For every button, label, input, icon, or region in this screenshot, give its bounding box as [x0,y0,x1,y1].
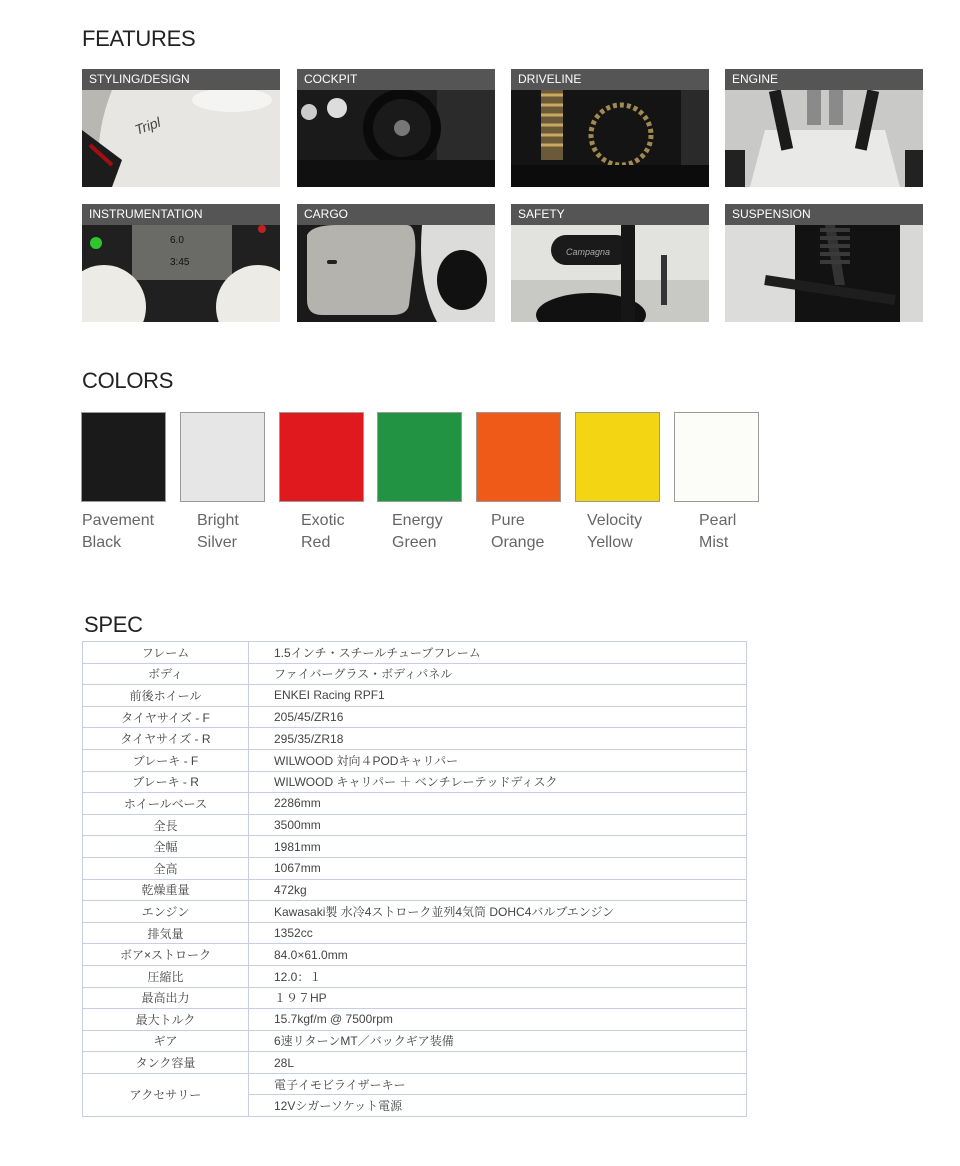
spec-value: 84.0×61.0mm [249,944,747,966]
spec-value: ファイバーグラス・ボディパネル [249,663,747,685]
feature-instrumentation[interactable] [82,204,280,322]
spec-row [83,685,747,707]
spec-key: ホイールベース [83,793,249,815]
svg-text:Tripl: Tripl [132,113,163,138]
spec-key: タンク容量 [83,1052,249,1074]
color-label-exotic-red: Exotic Red [301,512,345,551]
spec-value: 電子イモビライザーキー [249,1073,747,1095]
spec-row [83,922,747,944]
spec-value: Kawasaki製 水冷4ストローク並列4気筒 DOHC4バルブエンジン [249,901,747,923]
swatch-pure-orange[interactable] [476,412,561,502]
spec-key: 全幅 [83,836,249,858]
spec-row [83,793,747,815]
spec-key: アクセサリー [83,1073,249,1116]
spec-key: 全高 [83,857,249,879]
svg-text:6.0: 6.0 [170,235,184,246]
spec-key: ブレーキ - R [83,771,249,793]
spec-value: 1067mm [249,857,747,879]
spec-row [83,663,747,685]
spec-row [83,901,747,923]
spec-value: 12Vシガーソケット電源 [249,1095,747,1117]
feature-suspension[interactable] [725,204,923,322]
spec-key: 排気量 [83,922,249,944]
feature-photo-driveline [511,90,709,187]
spec-heading: SPEC [84,612,143,637]
features-heading: FEATURES [82,26,196,51]
spec-value: 1352cc [249,922,747,944]
spec-key: タイヤサイズ - F [83,706,249,728]
spec-key: エンジン [83,901,249,923]
spec-value: 3500mm [249,814,747,836]
spec-key: 全長 [83,814,249,836]
spec-row [83,836,747,858]
swatch-pavement-black[interactable] [81,412,166,502]
spec-row [83,642,747,664]
swatch-pearl-mist[interactable] [674,412,759,502]
swatch-energy-green[interactable] [377,412,462,502]
spec-row [83,987,747,1009]
color-label-energy-green: Energy Green [392,512,443,551]
feature-driveline[interactable] [511,69,709,187]
spec-value: 6速リターンMT／バックギア装備 [249,1030,747,1052]
feature-label: DRIVELINE [511,69,709,90]
spec-key: ギア [83,1030,249,1052]
spec-value: 1981mm [249,836,747,858]
spec-key: ボディ [83,663,249,685]
spec-value: WILWOOD キャリパー ＋ ベンチレーテッドディスク [249,771,747,793]
spec-row [83,1052,747,1074]
spec-value: 1.5インチ・スチールチューブフレーム [249,642,747,664]
swatch-bright-silver[interactable] [180,412,265,502]
feature-cargo[interactable] [297,204,495,322]
spec-key: フレーム [83,642,249,664]
spec-value: 28L [249,1052,747,1074]
color-label-pavement-black: Pavement Black [82,512,155,551]
color-label-velocity-yellow: Velocity Yellow [587,512,643,551]
spec-value: 12.0：１ [249,965,747,987]
spec-row [83,728,747,750]
feature-engine[interactable] [725,69,923,187]
spec-value: ENKEI Racing RPF1 [249,685,747,707]
spec-key: ボア×ストローク [83,944,249,966]
feature-cockpit[interactable] [297,69,495,187]
spec-table-body [83,642,747,1117]
spec-value: １９７HP [249,987,747,1009]
feature-photo-styling [82,90,280,187]
spec-row [83,944,747,966]
spec-value: 15.7kgf/m @ 7500rpm [249,1009,747,1031]
spec-value: 295/35/ZR18 [249,728,747,750]
feature-photo-cargo [297,225,495,322]
feature-photo-instrumentation [82,225,280,322]
color-label-pure-orange: Pure Orange [491,512,545,551]
spec-row-accessory [83,1073,747,1095]
feature-label: STYLING/DESIGN [82,69,280,90]
color-label-bright-silver: Bright Silver [197,512,239,551]
color-label-pearl-mist: Pearl Mist [699,512,737,551]
spec-key: 乾燥重量 [83,879,249,901]
feature-photo-suspension [725,225,923,322]
spec-row [83,814,747,836]
swatch-exotic-red[interactable] [279,412,364,502]
feature-photo-cockpit [297,90,495,187]
svg-text:3:45: 3:45 [170,257,190,268]
feature-photo-safety [511,225,709,322]
feature-label: COCKPIT [297,69,495,90]
spec-row [83,879,747,901]
feature-label: ENGINE [725,69,923,90]
spec-key: 最大トルク [83,1009,249,1031]
spec-key: 圧縮比 [83,965,249,987]
feature-label: SUSPENSION [725,204,923,225]
spec-row [83,857,747,879]
spec-key: 最高出力 [83,987,249,1009]
spec-row [83,1009,747,1031]
spec-row [83,749,747,771]
feature-label: SAFETY [511,204,709,225]
spec-value: WILWOOD 対向４PODキャリパー [249,749,747,771]
svg-text:Campagna: Campagna [566,247,611,257]
feature-label: INSTRUMENTATION [82,204,280,225]
feature-photo-engine [725,90,923,187]
feature-styling-design[interactable] [82,69,280,187]
spec-value: 205/45/ZR16 [249,706,747,728]
spec-key: 前後ホイール [83,685,249,707]
spec-value: 2286mm [249,793,747,815]
spec-key: タイヤサイズ - R [83,728,249,750]
spec-value: 472kg [249,879,747,901]
spec-key: ブレーキ - F [83,749,249,771]
feature-label: CARGO [297,204,495,225]
spec-row [83,771,747,793]
swatch-velocity-yellow[interactable] [575,412,660,502]
colors-heading: COLORS [82,368,174,393]
spec-row [83,706,747,728]
spec-table [82,641,747,1117]
spec-row [83,1030,747,1052]
feature-safety[interactable] [511,204,709,322]
spec-row [83,965,747,987]
